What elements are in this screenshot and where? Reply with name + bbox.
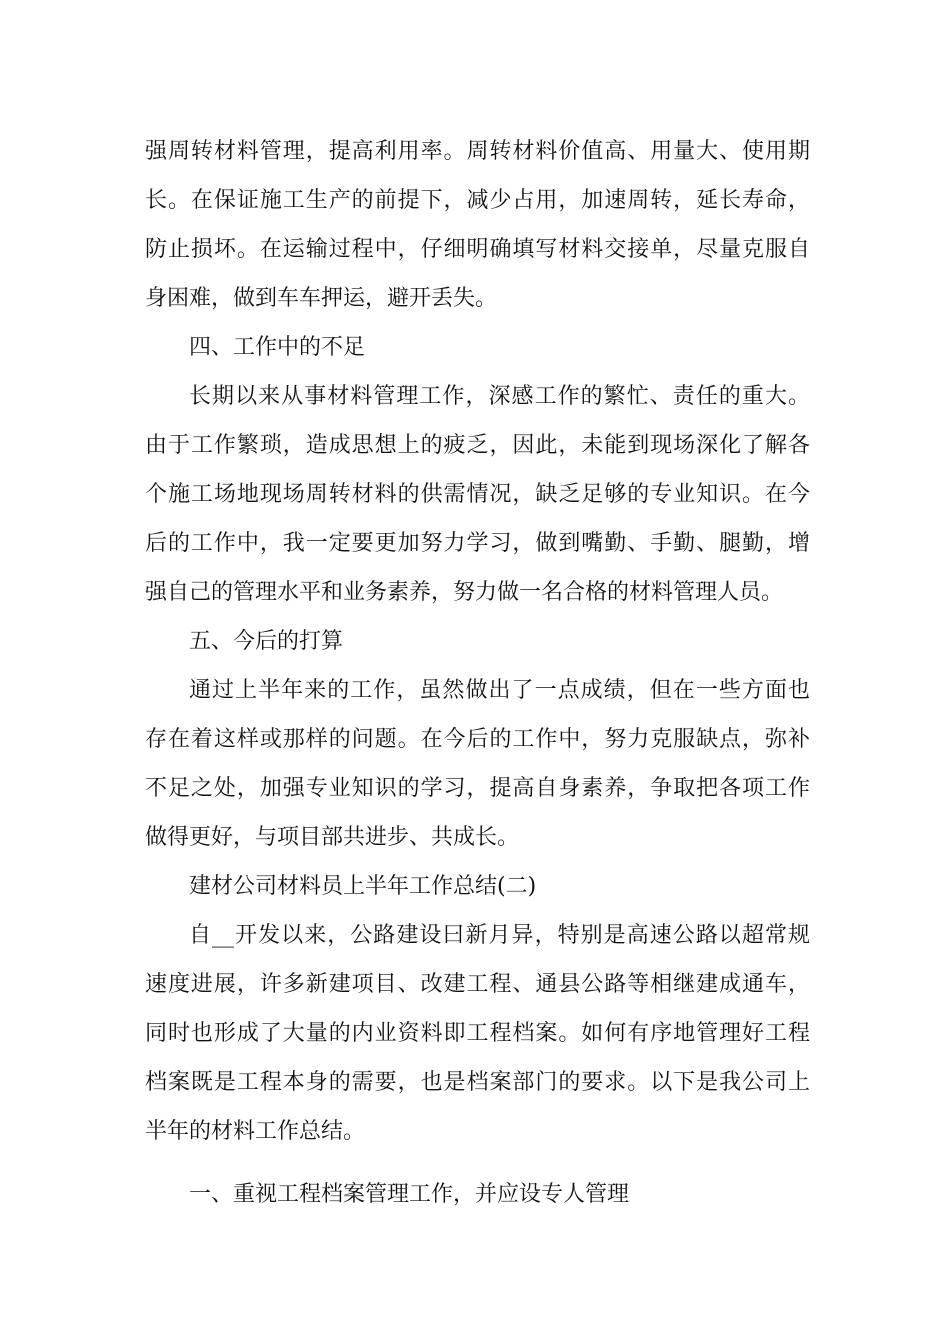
text-line: 同时也形成了大量的内业资料即工程档案。如何有序地管理好工程 — [145, 1021, 810, 1046]
text-line: 个施工场地现场周转材料的供需情况，缺乏足够的专业知识。在今 — [145, 482, 810, 507]
text-line: 半年的材料工作总结。 — [145, 1119, 366, 1144]
paragraph-gap — [145, 1156, 810, 1170]
text-line: 强周转材料管理，提高利用率。周转材料价值高、用量大、使用期 — [145, 139, 810, 164]
text-line: 由于工作繁琐，造成思想上的疲乏，因此，未能到现场深化了解各 — [145, 433, 810, 458]
text-line: 强自己的管理水平和业务素养，努力做一名合格的材料管理人员。 — [145, 580, 784, 605]
text-line: 身困难，做到车车押运，避开丢失。 — [145, 286, 498, 311]
section-heading: 五、今后的打算 — [189, 629, 344, 654]
text-line: 长。在保证施工生产的前提下，减少占用，加速周转，延长寿命， — [145, 188, 810, 213]
document-body — [145, 127, 810, 1219]
text-line: 档案既是工程本身的需要，也是档案部门的要求。以下是我公司上 — [145, 1070, 810, 1095]
text-line: 长期以来从事材料管理工作，深感工作的繁忙、责任的重大。 — [189, 384, 810, 409]
section-heading: 四、工作中的不足 — [189, 335, 366, 360]
text-line: 做得更好，与项目部共进步、共成长。 — [145, 825, 520, 850]
text-line: 通过上半年来的工作，虽然做出了一点成绩，但在一些方面也 — [189, 678, 810, 703]
text-line: 自__开发以来，公路建设曰新月异，特别是高速公路以超常规 — [189, 923, 810, 948]
text-line: 防止损坏。在运输过程中，仔细明确填写材料交接单，尽量克服自 — [145, 237, 810, 262]
text-line: 后的工作中，我一定要更加努力学习，做到嘴勤、手勤、腿勤，增 — [145, 531, 810, 556]
section-heading: 一、重视工程档案管理工作，并应设专人管理 — [189, 1182, 630, 1207]
text-line: 存在着这样或那样的问题。在今后的工作中，努力克服缺点，弥补 — [145, 727, 810, 752]
text-line: 速度进展，许多新建项目、改建工程、通县公路等相继建成通车， — [145, 972, 810, 997]
document-title: 建材公司材料员上半年工作总结(二) — [189, 874, 537, 899]
text-line: 不足之处，加强专业知识的学习，提高自身素养，争取把各项工作 — [145, 776, 810, 801]
